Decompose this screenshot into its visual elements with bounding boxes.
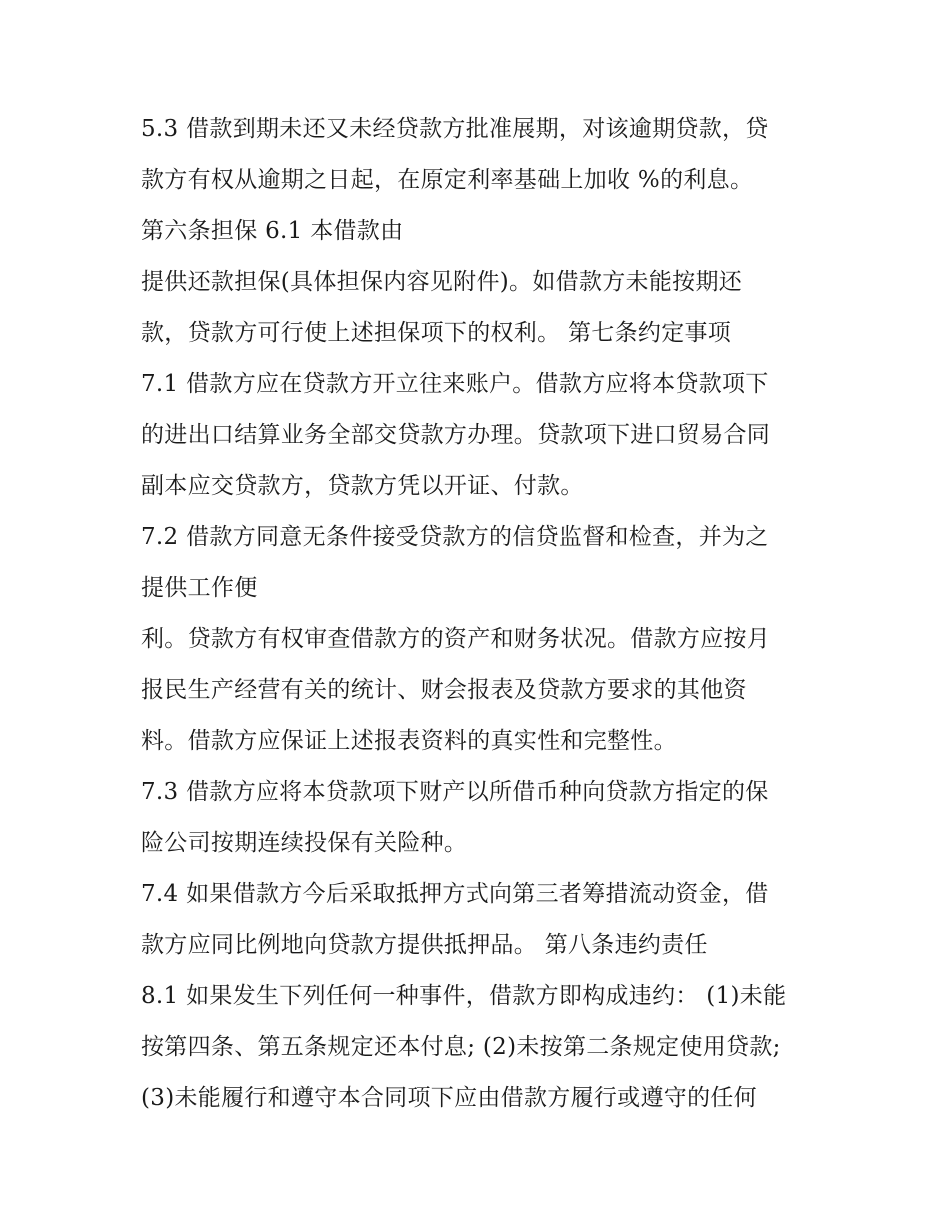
- paragraph-line: (3)未能履行和遵守本合同项下应由借款方履行或遵守的任何: [141, 1085, 757, 1111]
- paragraph-line: 7.4 如果借款方今后采取抵押方式向第三者筹措流动资金，借: [141, 881, 769, 907]
- paragraph-line: 7.3 借款方应将本贷款项下财产以所借币种向贷款方指定的保: [141, 779, 769, 805]
- paragraph-line: 副本应交贷款方，贷款方凭以开证、付款。: [141, 473, 584, 499]
- paragraph-line: 料。借款方应保证上述报表资料的真实性和完整性。: [141, 728, 677, 754]
- paragraph-line: 报民生产经营有关的统计、财会报表及贷款方要求的其他资: [141, 677, 747, 703]
- paragraph-line: 第六条担保 6.1 本借款由: [141, 218, 404, 244]
- paragraph-line: 7.1 借款方应在贷款方开立往来账户。借款方应将本贷款项下: [141, 371, 769, 397]
- paragraph-line: 款方有权从逾期之日起，在原定利率基础上加收 %的利息。: [141, 167, 754, 193]
- paragraph-line: 提供工作便: [141, 575, 258, 601]
- paragraph-line: 8.1 如果发生下列任何一种事件，借款方即构成违约： (1)未能: [141, 983, 787, 1009]
- paragraph-line: 险公司按期连续投保有关险种。: [141, 830, 468, 856]
- paragraph-line: 5.3 借款到期未还又未经贷款方批准展期，对该逾期贷款，贷: [141, 116, 769, 142]
- paragraph-line: 提供还款担保(具体担保内容见附件)。如借款方未能按期还: [141, 269, 743, 295]
- paragraph-line: 的进出口结算业务全部交贷款方办理。贷款项下进口贸易合同: [141, 422, 771, 448]
- paragraph-line: 按第四条、第五条规定还本付息; (2)未按第二条规定使用贷款;: [141, 1034, 781, 1060]
- paragraph-line: 款方应同比例地向贷款方提供抵押品。 第八条违约责任: [141, 932, 708, 958]
- paragraph-line: 款，贷款方可行使上述担保项下的权利。 第七条约定事项: [141, 320, 732, 346]
- paragraph-line: 7.2 借款方同意无条件接受贷款方的信贷监督和检查，并为之: [141, 524, 769, 550]
- paragraph-line: 利。贷款方有权审查借款方的资产和财务状况。借款方应按月: [141, 626, 771, 652]
